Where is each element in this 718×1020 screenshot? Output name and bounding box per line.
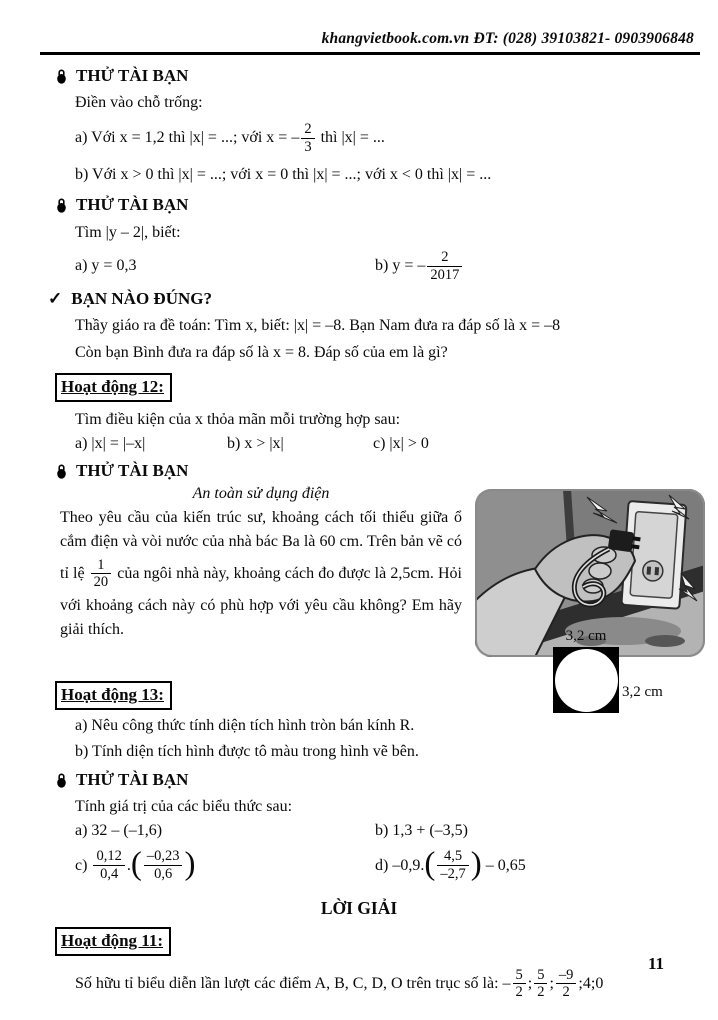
black-square: [553, 647, 619, 713]
header-website-phone: khangvietbook.com.vn ĐT: (028) 39103821- 0903906848: [321, 30, 694, 47]
fraction-numerator: 5: [534, 967, 547, 985]
fraction-denominator: 2: [562, 984, 570, 1001]
left-parenthesis: (: [424, 845, 436, 882]
fraction-numerator: 2: [301, 121, 314, 139]
try4-item-b: b) 1,3 + (–3,5): [375, 822, 469, 840]
multiplication-dot: .: [126, 856, 131, 874]
hd12-item-c: c) |x| > 0: [373, 434, 429, 452]
fraction-numerator: 1: [91, 557, 112, 575]
math-fraction: [301, 121, 314, 155]
math-fraction: [437, 848, 468, 882]
try4-items-ab: [75, 822, 718, 840]
math-fraction: [91, 557, 112, 591]
section-title: THỬ TÀI BẠN: [76, 770, 189, 790]
solutions-heading: LỜI GIẢI: [320, 897, 398, 918]
separator: ;: [527, 974, 533, 992]
fraction-denominator: 2: [537, 984, 545, 1001]
math-text: ;4;0: [578, 974, 604, 992]
math-fraction: [556, 967, 577, 1001]
fraction-denominator: 3: [304, 138, 312, 155]
try4-intro: Tính giá trị của các biểu thức sau:: [75, 798, 293, 816]
activity-12-box: [55, 373, 718, 402]
lock-icon: [56, 68, 67, 84]
try2-items: [75, 246, 718, 286]
separator: ;: [549, 974, 554, 992]
math-fraction: [513, 967, 526, 1001]
fraction-denominator: 20: [93, 574, 109, 591]
header-rule: [40, 52, 700, 55]
activity-13-title: Hoạt động 13:: [55, 681, 172, 710]
try1-intro: Điền vào chỗ trống:: [75, 94, 203, 111]
math-fraction: [93, 848, 124, 882]
section-header-try4: [56, 770, 718, 790]
fraction-denominator: 2: [515, 984, 523, 1001]
hd12-intro: Tìm điều kiện của x thỏa mãn mỗi trường hợp sau:: [75, 410, 401, 428]
who-line1: Thầy giáo ra đề toán: Tìm x, biết: |x| = –8. Bạn Nam đưa ra đáp số là x = –8: [75, 317, 561, 335]
page-number: 11: [647, 954, 664, 973]
math-text: – 0,65: [481, 856, 526, 874]
paragraph-text: Theo yêu cầu của kiến trúc sư, khoảng cách tối thiểu giữa ổ cắm điện và vòi nước của nhà bác Ba là 60 cm. Trên bản vẽ có tỉ lệ: [60, 508, 462, 582]
try2-item-a: a) y = 0,3: [75, 257, 137, 275]
math-text: b) y = –: [375, 257, 426, 275]
check-icon: ✓: [48, 289, 63, 309]
section-title: THỬ TÀI BẠN: [76, 460, 189, 480]
fraction-numerator: 4,5: [437, 848, 468, 866]
hd11-solution-line: [75, 964, 718, 1004]
try4-item-d: [375, 845, 526, 885]
circle-top-label: 3,2 cm: [565, 628, 607, 644]
fraction-denominator: 0,6: [154, 866, 173, 883]
try4-item-a: a) 32 – (–1,6): [75, 822, 163, 840]
fraction-denominator: 0,4: [100, 866, 119, 883]
try1-item-a: [75, 118, 718, 158]
fraction-numerator: –0,23: [144, 848, 183, 866]
section-header-try3: [56, 461, 718, 481]
math-fraction: [144, 848, 183, 882]
problem-paragraph: [60, 506, 462, 642]
try1-item-b: b) Với x > 0 thì |x| = ...; với x = 0 thì |x| = ...; với x < 0 thì |x| = ...: [75, 165, 492, 183]
activity-11-box: [55, 927, 718, 956]
math-text: d) –0,9.: [375, 856, 425, 874]
section-header-who: [48, 289, 718, 309]
try4-items-cd: [75, 845, 718, 885]
math-fraction: [427, 249, 462, 283]
section-title: BẠN NÀO ĐÚNG?: [71, 289, 212, 309]
fraction-numerator: –9: [556, 967, 577, 985]
who-line2: Còn bạn Bình đưa ra đáp số là x = 8. Đáp số của em là gì?: [75, 344, 448, 362]
math-fraction: [534, 967, 547, 1001]
try2-item-b: [375, 246, 464, 286]
problem-subtitle: An toàn sử dụng điện: [192, 484, 330, 502]
hd13-item-a: a) Nêu công thức tính diện tích hình tròn bán kính R.: [75, 716, 415, 734]
activity-12-title: Hoạt động 12:: [55, 373, 172, 402]
math-text: thì |x| = ...: [316, 129, 385, 147]
activity-11-title: Hoạt động 11:: [55, 927, 171, 956]
left-parenthesis: (: [130, 845, 142, 882]
section-title: THỬ TÀI BẠN: [76, 194, 189, 214]
inscribed-circle: [555, 649, 618, 712]
math-text: c): [75, 856, 92, 874]
hd12-item-a: a) |x| = |–x|: [75, 434, 146, 452]
math-text: a) Với x = 1,2 thì |x| = ...; với x = –: [75, 129, 300, 147]
right-parenthesis: ): [470, 845, 482, 882]
circle-right-label: 3,2 cm: [622, 684, 663, 700]
section-title: THỬ TÀI BẠN: [76, 66, 189, 85]
fraction-numerator: 0,12: [93, 848, 124, 866]
right-parenthesis: ): [184, 845, 196, 882]
fraction-denominator: –2,7: [440, 866, 466, 883]
fraction-numerator: 2: [427, 249, 462, 267]
lock-icon: [56, 772, 67, 788]
lock-icon: [56, 197, 67, 213]
hd13-item-b: b) Tính diện tích hình được tô màu trong hình vẽ bên.: [75, 743, 419, 760]
section-header-try1: [56, 66, 718, 86]
lock-icon: [56, 463, 67, 479]
fraction-denominator: 2017: [430, 266, 460, 283]
math-text: Số hữu tỉ biểu diễn lần lượt các điểm A, B, C, D, O trên trục số là: –: [75, 974, 511, 992]
section-header-try2: [56, 195, 718, 215]
hd12-item-b: b) x > |x|: [227, 434, 284, 452]
shaded-circle-figure: [540, 628, 663, 713]
try4-item-c: [75, 845, 375, 885]
paragraph-text: của ngôi nhà này, khoảng cách đo được là 2,5cm. Hỏi với khoảng cách này có phù hợp với yêu cầu không? Em hãy giải thích.: [60, 564, 463, 639]
try2-intro: Tìm |y – 2|, biết:: [75, 223, 181, 241]
hd12-items: [75, 435, 718, 453]
fraction-numerator: 5: [513, 967, 526, 985]
